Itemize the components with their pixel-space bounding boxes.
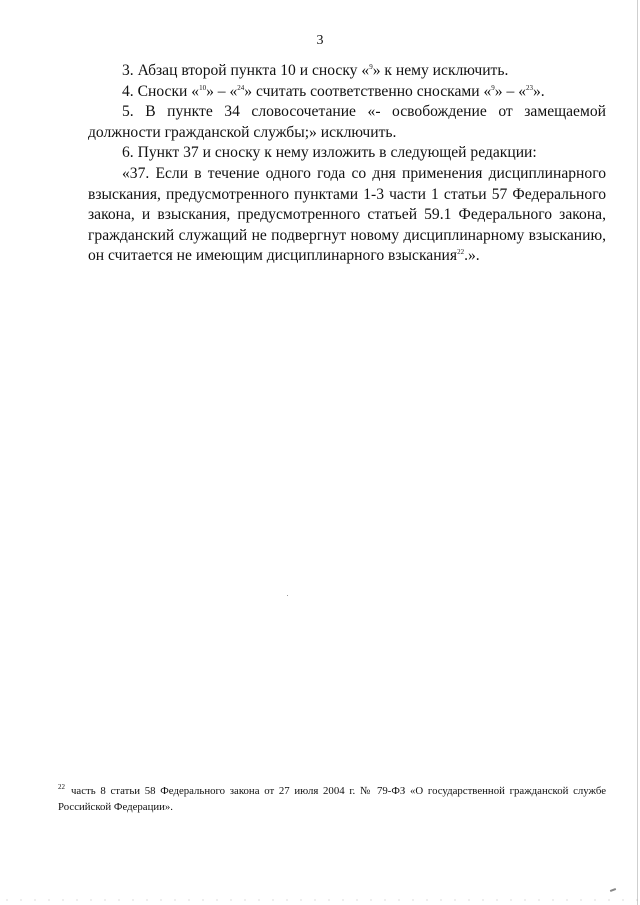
footnote-ref: 22 [457,248,465,257]
text-run: ». [532,82,545,100]
text-run: .». [464,247,480,265]
footnote-ref: 9 [369,63,373,71]
page-number: 3 [316,33,324,48]
text-run: » к нему исключить. [372,62,509,79]
text-run: 4. Сноски « [122,82,200,100]
footnote-text: часть 8 статьи 58 Федерального закона от 27 июля 2004 г. № 79-ФЗ «О государственной гражданской службе Российской Федерации». [58,785,606,813]
scan-tick [610,888,616,892]
scan-edge [637,0,638,905]
text-run: «37. Если в течение одного года со дня применения дисциплинарного взыскания, предусмотренного пунктами 1-3 части 1 статьи 57 Федерального закона, и взыскания, предусмотренного статьей 59.1 Федерального закона, гражданский служащий не подвергнут новому дисциплинарному взысканию, он считается не имеющим дисциплинарного взыскания [88,164,606,265]
footnote-ref: 9 [491,83,495,92]
footnote-marker: 22 [58,783,65,791]
text-run: 5. В пункте 34 словосочетание «- освобождение от замещаемой должности гражданской службы;» исключить. [88,103,606,141]
text-run: » – « [494,82,526,100]
footnote-ref: 24 [237,83,245,92]
paragraph-item-5 [88,102,606,143]
paragraph-item-4 [88,82,606,103]
text-run: » считать соответственно сносками « [244,82,492,100]
text-run: » – « [206,82,238,100]
scan-speck [287,595,288,596]
paragraph-item-3 [88,61,606,82]
paragraph-item-6 [88,143,606,164]
footnote-ref: 10 [199,83,207,92]
text-run: 6. Пункт 37 и сноску к нему изложить в следующей редакции: [122,144,537,162]
scan-dots [0,899,640,901]
text-run: 3. Абзац второй пункта 10 и сноску « [122,62,370,79]
footnote-ref: 23 [525,83,533,92]
document-body [88,61,606,267]
paragraph-quote-37 [88,164,606,267]
footnote [58,784,606,815]
